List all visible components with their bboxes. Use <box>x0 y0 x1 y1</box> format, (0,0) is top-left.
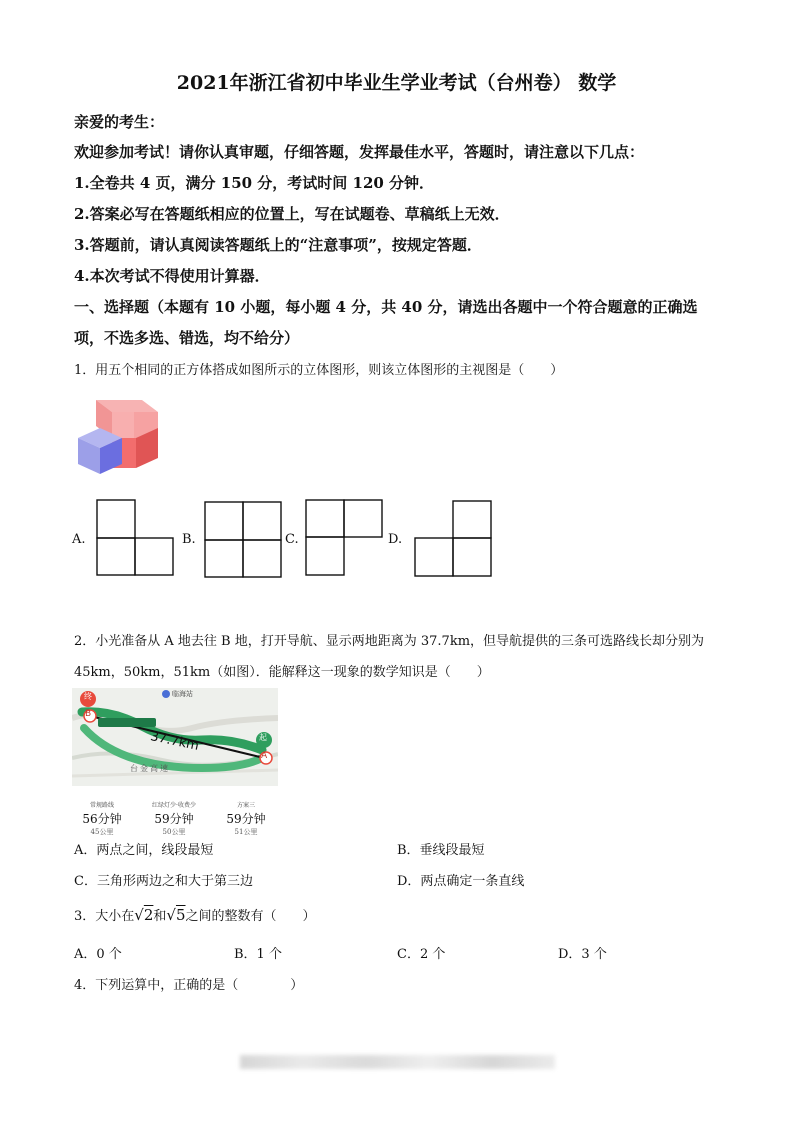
q3-option-c[interactable]: C．2 个 <box>397 947 446 962</box>
map-distance-label: 37.7km <box>148 729 201 754</box>
route-2-distance: 50公里 <box>162 828 186 836</box>
q1-option-d-label[interactable]: D. <box>388 532 403 547</box>
route-option-2[interactable] <box>144 800 204 837</box>
q1-option-a-figure[interactable] <box>95 498 175 578</box>
cube-figure <box>74 398 164 482</box>
q3-text-mid: 和 <box>153 909 167 924</box>
q1-option-a-label[interactable]: A. <box>72 532 86 547</box>
sqrt-symbol-2: √ <box>166 906 176 924</box>
q2-option-c[interactable]: C．三角形两边之和大于第三边 <box>74 874 253 889</box>
q3-text <box>74 905 316 924</box>
rule-4: 4.本次考试不得使用计算器． <box>74 267 270 285</box>
q1-option-c-label[interactable]: C. <box>285 532 299 547</box>
map-point-b: B <box>85 709 92 719</box>
section-heading-line1: 一、选择题（本题有 10 小题，每小题 4 分，共 40 分，请选出各题中一个符合题意的正确选 <box>74 298 698 316</box>
q1-option-d-figure[interactable] <box>413 499 493 579</box>
q3-text-pre: 3．大小在 <box>74 909 135 924</box>
q1-option-b-label[interactable]: B. <box>182 532 196 547</box>
q3-sqrt-b: 5 <box>175 906 186 924</box>
q3-option-d[interactable]: D．3 个 <box>558 947 607 962</box>
greeting: 亲爱的考生： <box>74 113 165 131</box>
route-1-tag: 常规路线 <box>89 802 114 809</box>
q1-option-b-figure[interactable] <box>203 500 283 580</box>
q3-sqrt-a: 2 <box>143 906 154 924</box>
q2-option-b[interactable]: B．垂线段最短 <box>397 843 485 858</box>
map-road-label: 台金高速 <box>130 764 170 773</box>
q2-option-d[interactable]: D．两点确定一条直线 <box>397 874 525 889</box>
route-3-time: 59分钟 <box>226 812 266 826</box>
route-1-time: 56分钟 <box>82 812 122 826</box>
q1-text: 1．用五个相同的正方体搭成如图所示的立体图形，则该立体图形的主视图是（ ） <box>74 363 564 378</box>
q4-text: 4．下列运算中，正确的是（ ） <box>74 978 304 993</box>
q3-option-b[interactable]: B．1 个 <box>234 947 282 962</box>
rule-3: 3.答题前，请认真阅读答题纸上的“注意事项”，按规定答题． <box>74 236 482 254</box>
page-title: 2021年浙江省初中毕业生学业考试（台州卷） 数学 <box>176 72 617 94</box>
route-option-3[interactable] <box>216 800 276 837</box>
welcome-text: 欢迎参加考试！请你认真审题，仔细答题，发挥最佳水平，答题时，请注意以下几点： <box>74 143 645 161</box>
map-end-marker: 终 <box>84 692 92 701</box>
q2-text-line2: 45km，50km，51km（如图）．能解释这一现象的数学知识是（ ） <box>74 665 490 680</box>
route-2-tag: 红绿灯少·收费少 <box>152 802 196 809</box>
rule-2: 2.答案必写在答题纸相应的位置上，写在试题卷、草稿纸上无效． <box>74 205 510 223</box>
navigation-map <box>72 688 278 786</box>
q3-option-a[interactable]: A．0 个 <box>74 947 122 962</box>
rule-1: 1.全卷共 4 页，满分 150 分，考试时间 120 分钟． <box>74 174 435 192</box>
sqrt-symbol-1: √ <box>134 906 144 924</box>
q3-text-post: 之间的整数有（ ） <box>185 909 316 924</box>
route-1-distance: 45公里 <box>90 828 114 836</box>
route-option-1[interactable] <box>72 800 132 837</box>
map-point-a: A <box>261 751 268 761</box>
map-poi-label: 临海站 <box>172 690 193 698</box>
q2-text-line1: 2．小光准备从 A 地去往 B 地，打开导航、显示两地距离为 37.7km，但导航提供的三条可选路线长却分别为 <box>74 634 705 649</box>
map-start-marker: 起 <box>259 733 267 742</box>
route-3-tag: 方案三 <box>236 802 255 809</box>
q2-option-a[interactable]: A．两点之间，线段最短 <box>74 843 214 858</box>
route-3-distance: 51公里 <box>234 828 258 836</box>
section-heading-line2: 项，不选多选、错选，均不给分） <box>74 329 300 347</box>
route-2-time: 59分钟 <box>154 812 194 826</box>
q1-option-c-figure[interactable] <box>304 498 384 578</box>
watermark-blur <box>240 1055 555 1069</box>
